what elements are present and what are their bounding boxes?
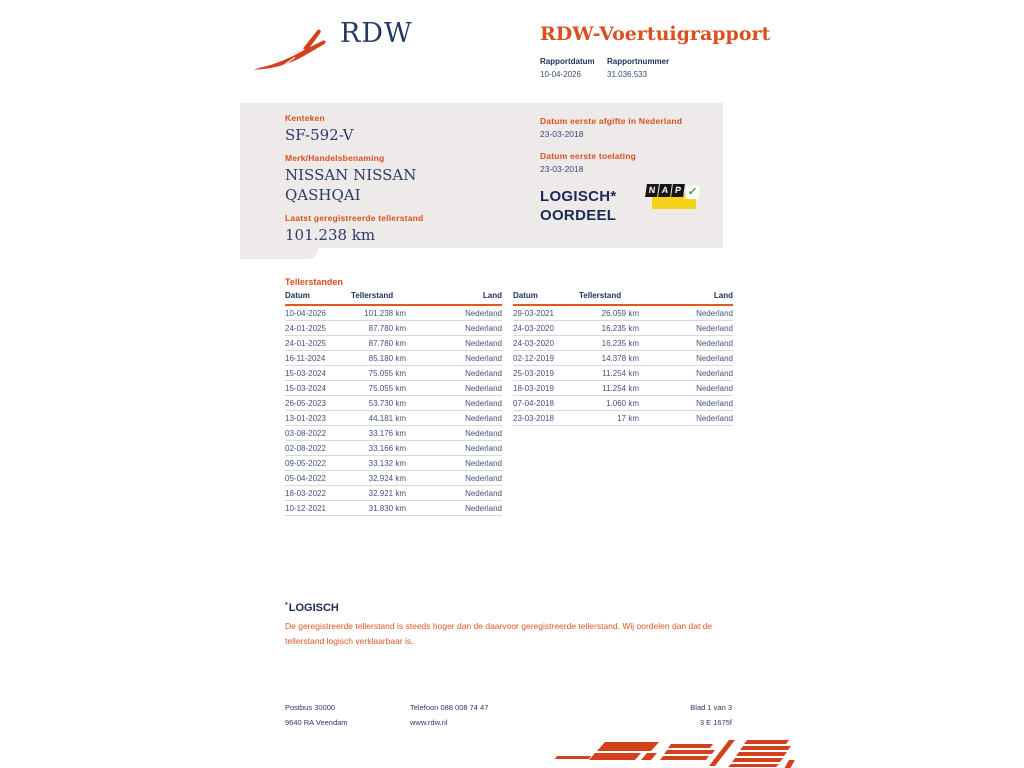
merk-value: NISSAN NISSAN QASHQAI (285, 166, 417, 204)
cell-value: 75.055 km (351, 366, 406, 381)
footnote-title (285, 602, 339, 614)
cell-date: 02-08-2022 (285, 441, 351, 456)
table-row (285, 456, 502, 471)
cell-value: 1.060 km (579, 396, 639, 411)
cell-date: 03-08-2022 (285, 426, 351, 441)
cell-value: 16.235 km (579, 321, 639, 336)
vehicle-summary-box (240, 103, 723, 248)
table-row (285, 366, 502, 381)
cell-value: 75.055 km (351, 381, 406, 396)
table-row (285, 381, 502, 396)
cell-value: 44.181 km (351, 411, 406, 426)
rdw-stripes-graphic-icon (543, 736, 795, 768)
nap-letter-p: P (671, 184, 685, 197)
table-row (513, 336, 733, 351)
column-header-tellerstand: Tellerstand (579, 289, 639, 305)
cell-date: 18-03-2019 (513, 381, 579, 396)
cell-land: Nederland (639, 381, 733, 396)
nap-letter-a: A (658, 184, 672, 197)
kenteken-label: Kenteken (285, 113, 325, 123)
table-row (285, 321, 502, 336)
cell-date: 16-11-2024 (285, 351, 351, 366)
cell-value: 33.176 km (351, 426, 406, 441)
cell-date: 24-03-2020 (513, 321, 579, 336)
tellerstand-value: 101.238 km (285, 226, 376, 244)
cell-land: Nederland (406, 471, 502, 486)
report-number-label: Rapportnummer (607, 57, 670, 66)
nap-check-icon: ✓ (685, 186, 700, 199)
table-row (513, 321, 733, 336)
cell-date: 09-05-2022 (285, 456, 351, 471)
cell-value: 11.254 km (579, 366, 639, 381)
report-number-value: 31.036.533 (607, 70, 648, 79)
toelating-label: Datum eerste toelating (540, 151, 637, 161)
footer-city: 9640 RA Veendam (285, 718, 348, 727)
table-row (285, 336, 502, 351)
cell-date: 24-01-2025 (285, 336, 351, 351)
footer-address (285, 700, 348, 730)
table-row (285, 441, 502, 456)
table-row (513, 366, 733, 381)
footer-form-code: 3 E 1675f (699, 718, 732, 727)
cell-value: 101.238 km (351, 305, 406, 321)
page-title: RDW-Voertuigrapport (540, 23, 771, 45)
report-meta (540, 57, 669, 79)
footer-page-indicator: Blad 1 van 3 (690, 703, 732, 712)
rdw-logo-text: RDW (340, 18, 413, 49)
cell-date: 13-01-2023 (285, 411, 351, 426)
cell-date: 23-03-2018 (513, 411, 579, 426)
report-date-label: Rapportdatum (540, 57, 595, 66)
cell-land: Nederland (639, 321, 733, 336)
footer-website: www.rdw.nl (410, 718, 448, 727)
column-header-datum: Datum (285, 289, 351, 305)
table-row (285, 471, 502, 486)
cell-value: 87.780 km (351, 321, 406, 336)
cell-land: Nederland (406, 486, 502, 501)
cell-date: 26-05-2023 (285, 396, 351, 411)
cell-land: Nederland (639, 366, 733, 381)
cell-value: 11.254 km (579, 381, 639, 396)
cell-land: Nederland (639, 305, 733, 321)
cell-value: 14.378 km (579, 351, 639, 366)
cell-value: 53.730 km (351, 396, 406, 411)
report-date-value: 10-04-2026 (540, 70, 581, 79)
cell-land: Nederland (406, 321, 502, 336)
cell-date: 02-12-2019 (513, 351, 579, 366)
nap-logo (646, 184, 698, 211)
cell-date: 15-03-2024 (285, 366, 351, 381)
column-header-tellerstand: Tellerstand (351, 289, 406, 305)
kenteken-value: SF-592-V (285, 126, 354, 144)
cell-date: 24-01-2025 (285, 321, 351, 336)
table-row (513, 351, 733, 366)
table-row (285, 426, 502, 441)
cell-land: Nederland (406, 381, 502, 396)
footnote-title-text: LOGISCH (288, 602, 339, 614)
cell-date: 24-03-2020 (513, 336, 579, 351)
cell-value: 32.924 km (351, 471, 406, 486)
cell-land: Nederland (406, 456, 502, 471)
table-row (285, 305, 502, 321)
cell-land: Nederland (406, 396, 502, 411)
table-row (285, 411, 502, 426)
rdw-feather-logo-icon (252, 26, 336, 74)
footnote-text: De geregistreerde tellerstand is steeds hoger dan de daarvoor geregistreerde tellerstand. Wij oordelen dan dat de tellerstand logisch verklaarbaar is. (285, 621, 713, 646)
footer-page-info (690, 700, 732, 730)
table-header-row (513, 289, 733, 305)
table-row (513, 305, 733, 321)
cell-value: 85.180 km (351, 351, 406, 366)
cell-value: 26.059 km (579, 305, 639, 321)
tellerstanden-table-left (285, 289, 502, 516)
cell-land: Nederland (639, 336, 733, 351)
footer-postbus: Postbus 30000 (285, 703, 336, 712)
footer-phone: Telefoon 088 008 74 47 (410, 703, 489, 712)
cell-date: 25-03-2019 (513, 366, 579, 381)
table-row (285, 486, 502, 501)
table-row (285, 351, 502, 366)
column-header-land: Land (406, 289, 502, 305)
cell-land: Nederland (406, 411, 502, 426)
cell-date: 07-04-2018 (513, 396, 579, 411)
cell-land: Nederland (639, 396, 733, 411)
table-row (513, 381, 733, 396)
merk-label: Merk/Handelsbenaming (285, 153, 385, 163)
cell-date: 05-04-2022 (285, 471, 351, 486)
footnote-marker: * (285, 602, 288, 609)
tellerstand-label: Laatst geregistreerde tellerstand (285, 213, 424, 223)
cell-value: 33.132 km (351, 456, 406, 471)
cell-value: 16.235 km (579, 336, 639, 351)
cell-land: Nederland (406, 336, 502, 351)
table-row (513, 396, 733, 411)
table-row (285, 501, 502, 516)
cell-date: 10-04-2026 (285, 305, 351, 321)
table-row (513, 411, 733, 426)
tellerstanden-title: Tellerstanden (285, 277, 343, 287)
cell-land: Nederland (406, 441, 502, 456)
cell-date: 15-03-2024 (285, 381, 351, 396)
footer-contact (410, 700, 488, 730)
oordeel-line1: LOGISCH* (540, 188, 617, 205)
cell-land: Nederland (639, 411, 733, 426)
cell-value: 17 km (579, 411, 639, 426)
table-header-row (285, 289, 502, 305)
cell-value: 33.166 km (351, 441, 406, 456)
cell-land: Nederland (406, 351, 502, 366)
cell-land: Nederland (406, 366, 502, 381)
cell-date: 10-12-2021 (285, 501, 351, 516)
cell-value: 87.780 km (351, 336, 406, 351)
nap-letter-n: N (645, 184, 659, 197)
cell-value: 31.830 km (351, 501, 406, 516)
cell-land: Nederland (406, 501, 502, 516)
cell-land: Nederland (406, 305, 502, 321)
column-header-land: Land (639, 289, 733, 305)
toelating-value: 23-03-2018 (540, 164, 584, 174)
cell-land: Nederland (639, 351, 733, 366)
cell-date: 18-03-2022 (285, 486, 351, 501)
tellerstanden-table-right (513, 289, 733, 426)
oordeel-line2: OORDEEL (540, 207, 617, 224)
column-header-datum: Datum (513, 289, 579, 305)
cell-value: 32.921 km (351, 486, 406, 501)
afgifte-value: 23-03-2018 (540, 129, 584, 139)
table-row (285, 396, 502, 411)
cell-land: Nederland (406, 426, 502, 441)
cell-date: 29-03-2021 (513, 305, 579, 321)
afgifte-label: Datum eerste afgifte in Nederland (540, 116, 683, 126)
